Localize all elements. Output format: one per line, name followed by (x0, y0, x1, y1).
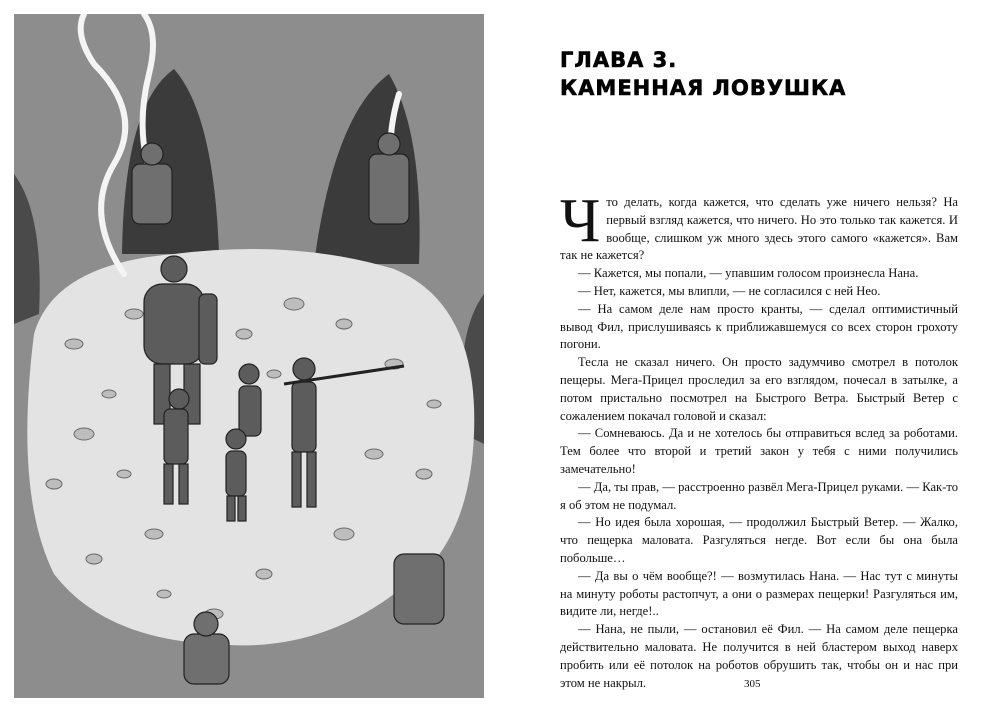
chapter-title-line2: КАМЕННАЯ ЛОВУШКА (560, 76, 847, 100)
paragraph-4: — На самом деле нам просто кранты, — сделал оптимистичный вывод Фил, прислушиваясь к приближавшемуся со всех сторон грохоту погони. (560, 301, 958, 352)
paragraph-3: — Нет, кажется, мы влипли, — не согласился с ней Нео. (578, 283, 881, 298)
chapter-body (560, 187, 958, 692)
text-page (560, 0, 960, 712)
page-number: 305 (744, 678, 761, 690)
paragraph-6: — Сомневаюсь. Да и не хотелось бы отправиться вслед за роботами. Тем более что второй и третий закон у тебя с ними получились замечательно! (560, 426, 958, 476)
paragraph-7: — Да, ты прав, — расстроенно развёл Мега-Прицел руками. — Как-то я об этом не подумал. (560, 479, 958, 512)
paragraph-8: — Но идея была хорошая, — продолжил Быстрый Ветер. — Жалко, что пещерка маловата. Разгуляться негде. Вот если бы она была побольше… (560, 515, 958, 565)
left-wall-shadow (14, 174, 40, 324)
paragraph-1: Что делать, когда кажется, что сделать уже ничего нельзя? На первый взгляд кажется, что ничего. Но это только так кажется. И вообще, слишком уж много здесь этого самого «кажется». Вам так не кажется? (560, 187, 958, 263)
paragraph-2: — Кажется, мы попали, — упавшим голосом произнесла Нана. (578, 266, 919, 281)
drop-cap: Ч (560, 187, 601, 255)
chapter-title-line1: ГЛАВА 3. (560, 48, 678, 72)
left-cave-opening (122, 69, 219, 254)
cave-scene (14, 14, 484, 698)
paragraph-9: — Да вы о чём вообще?! — возмутилась Нана. — Нас тут с минуты на минуту роботы растопчут, а они о размерах пещерки! Разгуляться им, видите ли, негде!.. (560, 568, 958, 619)
chapter-title (560, 46, 846, 102)
cave-illustration (14, 14, 484, 698)
paragraph-10: — Нана, не пыли, — остановил её Фил. — На самом деле пещерка действительно маловата. Не получится в ней бластером выход наверх пробить или её потолок на роботов обрушить так, чтобы он и нас при этом не накрыл. (560, 622, 958, 690)
paragraph-5: Тесла не сказал ничего. Он просто задумчиво смотрел в потолок пещеры. Мега-Прицел проследил за его взглядом, почесал в затылке, а потом пристально посмотрел на Быстрого Ветра. Быстрый Ветер с сожалением покачал головой и сказал: (560, 355, 958, 423)
